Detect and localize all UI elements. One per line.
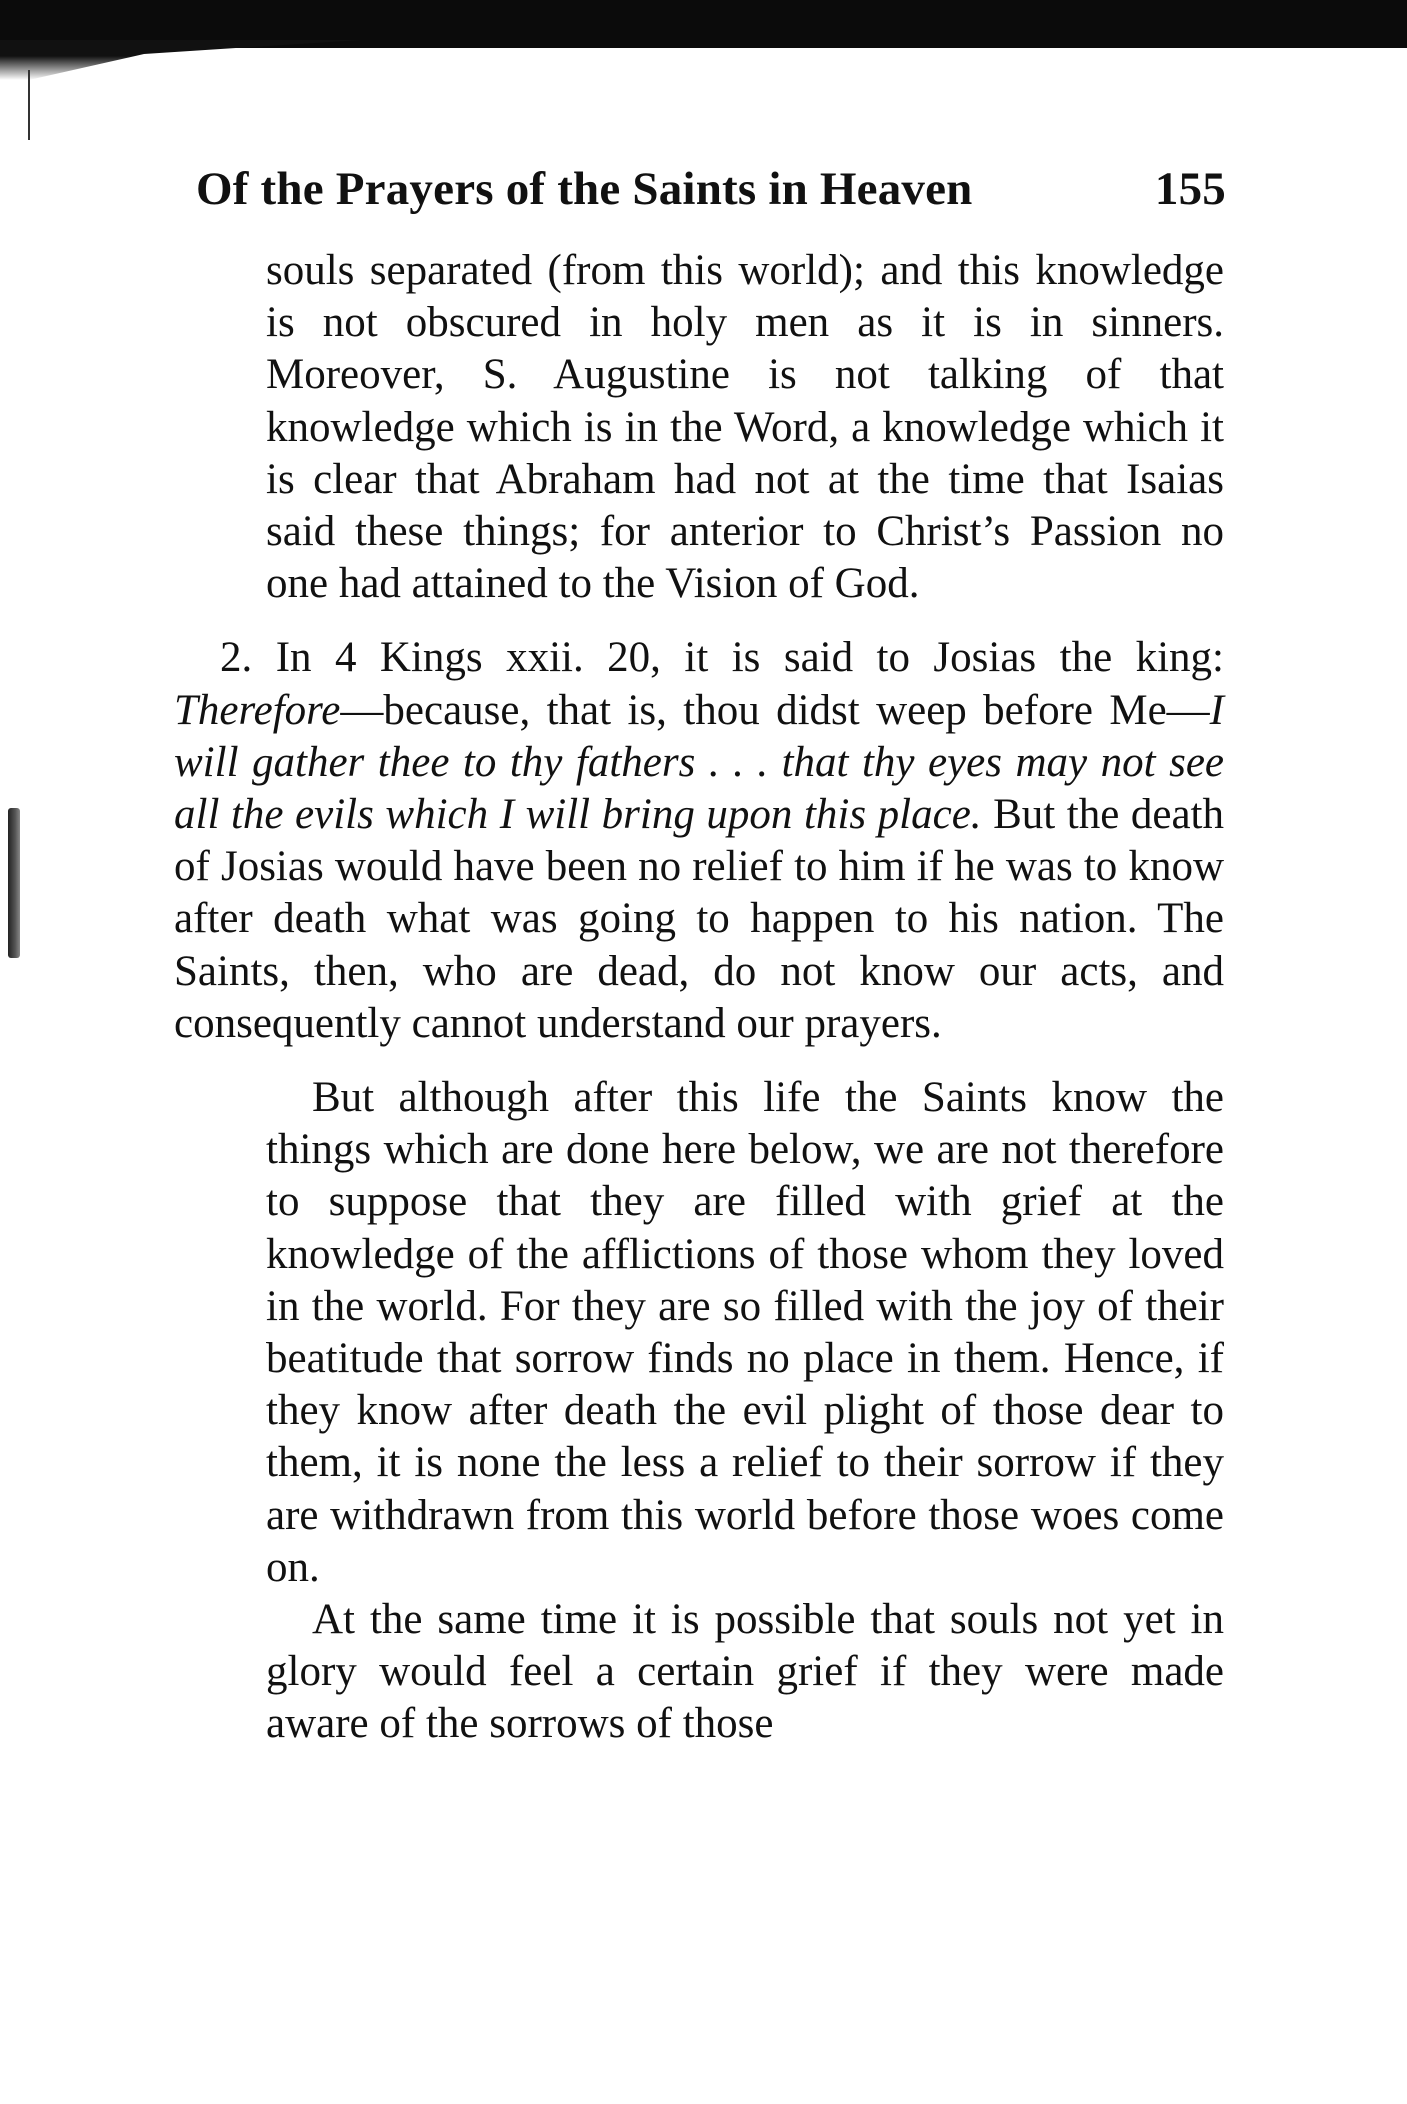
- body-text: [174, 245, 1224, 1751]
- paragraph-2: [174, 632, 1224, 1050]
- page-number: 155: [1154, 163, 1226, 215]
- paragraph-4: [174, 1594, 1224, 1751]
- running-head: [196, 162, 1226, 216]
- paragraph-2-text-e: But the death of Josias would have been no relief to him if he was to know after death what was going to happen to his nation. The Saints, then, who are dead, do not know our acts, and consequently cannot understand our prayers.: [174, 791, 1225, 1047]
- paragraph-2-italic-d: I will gather thee to thy fathers . . . that thy eyes may not see all the evils which I will bring upon this place.: [174, 686, 1224, 839]
- paragraph-2-text-c: —because, that is, thou didst weep before Me—: [340, 686, 1210, 734]
- page-title: Of the Prayers of the Saints in Heaven: [196, 163, 973, 215]
- paragraph-1: souls separated (from this world); and this knowledge is not obscured in holy men as it is in sinners. Moreover, S. Augustine is not talking of that knowledge which is in the Word, a knowledge which it is clear that Abraham had not at the time that Isaias said these things; for anterior to Christ’s Passion no one had attained to the Vision of God.: [266, 247, 1224, 608]
- paragraph-3: [174, 1072, 1224, 1594]
- paragraph-2-text-a: 2. In 4 Kings xxii. 20, it is said to Josias the king:: [220, 634, 1224, 682]
- paragraph-4-text: At the same time it is possible that souls not yet in glory would feel a certain grief if they were made aware of the sorrows of those: [266, 1596, 1224, 1748]
- paragraph-3-text: But although after this life the Saints know the things which are done here below, we are not therefore to suppose that they are filled with grief at the knowledge of the afflictions of those whom they loved in the world. For they are so filled with the joy of their beatitude that sorrow finds no place in them. Hence, if they know after death the evil plight of those dear to them, it is none the less a relief to their sorrow if they are withdrawn from this world before those woes come on.: [266, 1074, 1224, 1591]
- paragraph-2-italic-b: Therefore: [174, 686, 341, 734]
